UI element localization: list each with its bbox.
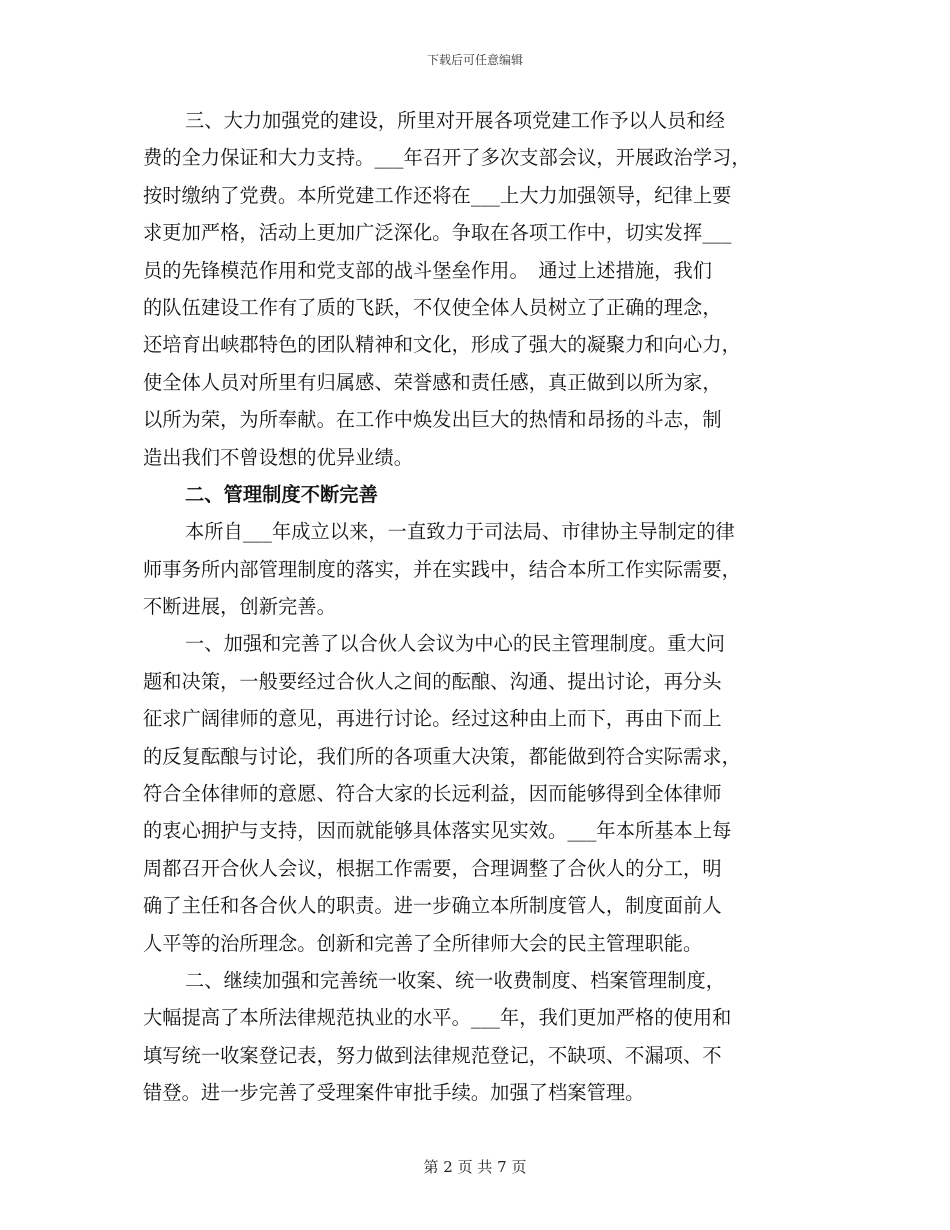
body-line: 人平等的治所理念。创新和完善了全所律师大会的民主管理职能。 <box>143 931 703 955</box>
body-line: 求更加严格，活动上更加广泛深化。争取在各项工作中，切实发挥___ <box>143 221 732 245</box>
body-line: 的反复酝酿与讨论，我们所的各项重大决策，都能做到符合实际需求， <box>143 744 741 768</box>
body-line: 的衷心拥护与支持，因而就能够具体落实见实效。___年本所基本上每 <box>143 819 732 843</box>
body-line: 的队伍建设工作有了质的飞跃，不仅使全体人员树立了正确的理念， <box>143 295 722 319</box>
body-line: 一、加强和完善了以合伙人会议为中心的民主管理制度。重大问 <box>185 632 726 656</box>
body-line: 符合全体律师的意愿、符合大家的长远利益，因而能够得到全体律师 <box>143 782 722 806</box>
document-body <box>143 102 813 1112</box>
body-line: 填写统一收案登记表，努力做到法律规范登记，不缺项、不漏项、不 <box>143 1043 722 1067</box>
body-line: 确了主任和各合伙人的职责。进一步确立本所制度管人，制度面前人 <box>143 894 722 918</box>
body-line: 造出我们不曾设想的优异业绩。 <box>143 445 414 469</box>
body-line: 征求广阔律师的意见，再进行讨论。经过这种由上而下，再由下而上 <box>143 707 722 731</box>
body-line: 不断进展，创新完善。 <box>143 595 336 619</box>
body-line: 按时缴纳了党费。本所党建工作还将在___上大力加强领导，纪律上要 <box>143 183 732 207</box>
body-line: 师事务所内部管理制度的落实，并在实践中，结合本所工作实际需要， <box>143 557 741 581</box>
body-line: 周都召开合伙人会议，根据工作需要，合理调整了合伙人的分工，明 <box>143 856 722 880</box>
body-line: 三、大力加强党的建设，所里对开展各项党建工作予以人员和经 <box>185 109 726 132</box>
body-line: 本所自___年成立以来，一直致力于司法局、市律协主导制定的律 <box>185 520 735 544</box>
body-line: 错登。进一步完善了受理案件审批手续。加强了档案管理。 <box>143 1081 645 1105</box>
page-header-note: 下载后可任意编辑 <box>426 53 523 67</box>
body-line: 员的先锋模范作用和党支部的战斗堡垒作用。 通过上述措施，我们 <box>143 258 713 282</box>
body-line: 题和决策，一般要经过合伙人之间的酝酿、沟通、提出讨论，再分头 <box>143 669 722 693</box>
section-heading: 二、管理制度不断完善 <box>185 482 378 506</box>
body-line: 使全体人员对所里有归属感、荣誉感和责任感，真正做到以所为家， <box>143 370 722 394</box>
page-number-footer: 第 2 页 共 7 页 <box>423 1158 527 1176</box>
body-line: 还培育出峡郡特色的团队精神和文化，形成了强大的凝聚力和向心力， <box>143 333 741 357</box>
body-line: 大幅提高了本所法律规范执业的水平。___年，我们更加严格的使用和 <box>143 1006 732 1030</box>
body-line: 以所为荣，为所奉献。在工作中焕发出巨大的热情和昂扬的斗志，制 <box>143 408 722 432</box>
body-line: 二、继续加强和完善统一收案、统一收费制度、档案管理制度， <box>185 968 726 992</box>
body-line: 费的全力保证和大力支持。___年召开了多次支部会议，开展政治学习， <box>143 146 751 170</box>
